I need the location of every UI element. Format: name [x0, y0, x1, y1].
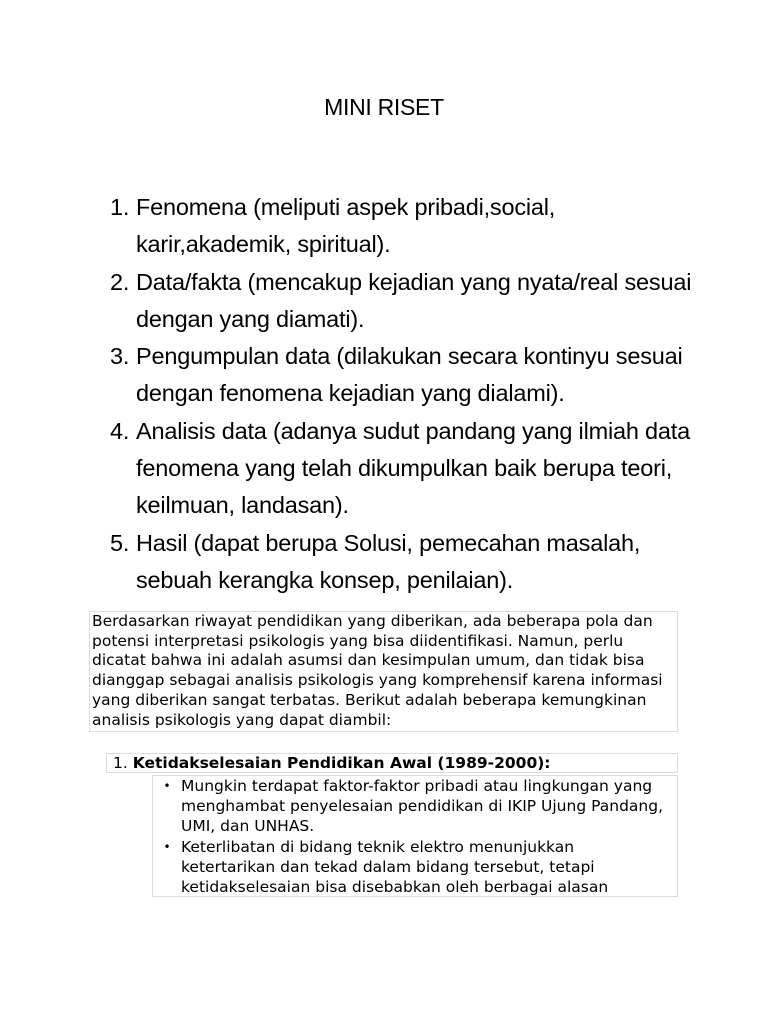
list-item-text: Pengumpulan data (dilakukan secara kontinyu sesuai dengan fenomena kejadian yang dialami). [136, 343, 683, 407]
list-item [110, 338, 710, 413]
list-item [110, 189, 710, 264]
bullet-item [153, 837, 677, 897]
bullet-text: Keterlibatan di bidang teknik elektro menunjukkan ketertarikan dan tekad dalam bidang tersebut, tetapi ketidakselesaian bisa disebabkan oleh berbagai alasan [181, 837, 609, 897]
bullet-icon: • [163, 779, 171, 793]
list-item-text: Analisis data (adanya sudut pandang yang ilmiah data fenomena yang telah dikumpulkan baik berupa teori, keilmuan, landasan). [136, 417, 690, 519]
list-item-text: Data/fakta (mencakup kejadian yang nyata/real sesuai dengan yang diamati). [136, 268, 692, 332]
list-item [110, 525, 710, 600]
section-heading-text: Ketidakselesaian Pendidikan Awal (1989-2000): [132, 754, 551, 772]
page-title: MINI RISET [324, 94, 444, 120]
bullet-text: Mungkin terdapat faktor-faktor pribadi atau lingkungan yang menghambat penyelesaian pendidikan di IKIP Ujung Pandang, UMI, dan UNHAS. [181, 777, 663, 836]
list-number: 5. [110, 529, 130, 556]
list-item [110, 413, 710, 525]
list-item-text: Fenomena (meliputi aspek pribadi,social, karir,akademik, spiritual). [136, 194, 556, 258]
list-number: 4. [110, 417, 130, 444]
list-item-text: Hasil (dapat berupa Solusi, pemecahan masalah, sebuah kerangka konsep, penilaian). [136, 529, 641, 593]
section-number: 1. [113, 754, 128, 772]
bullet-list [152, 775, 678, 897]
list-number: 1. [110, 194, 130, 220]
list-number: 3. [110, 343, 130, 370]
numbered-list [110, 189, 710, 599]
list-number: 2. [110, 268, 130, 295]
intro-paragraph: Berdasarkan riwayat pendidikan yang diberikan, ada beberapa pola dan potensi interpretasi psikologis yang bisa diidentifikasi. Namun, perlu dicatat bahwa ini adalah asumsi dan kesimpulan umum, dan tidak bisa dianggap sebagai analisis psikologis yang komprehensif karena informasi yang diberikan sangat terbatas. Berikut adalah beberapa kemungkinan analisis psikologis yang dapat diambil: [89, 611, 678, 732]
section-heading [106, 753, 678, 773]
bullet-icon: • [163, 839, 171, 854]
bullet-item [153, 776, 677, 837]
list-item [110, 264, 710, 339]
